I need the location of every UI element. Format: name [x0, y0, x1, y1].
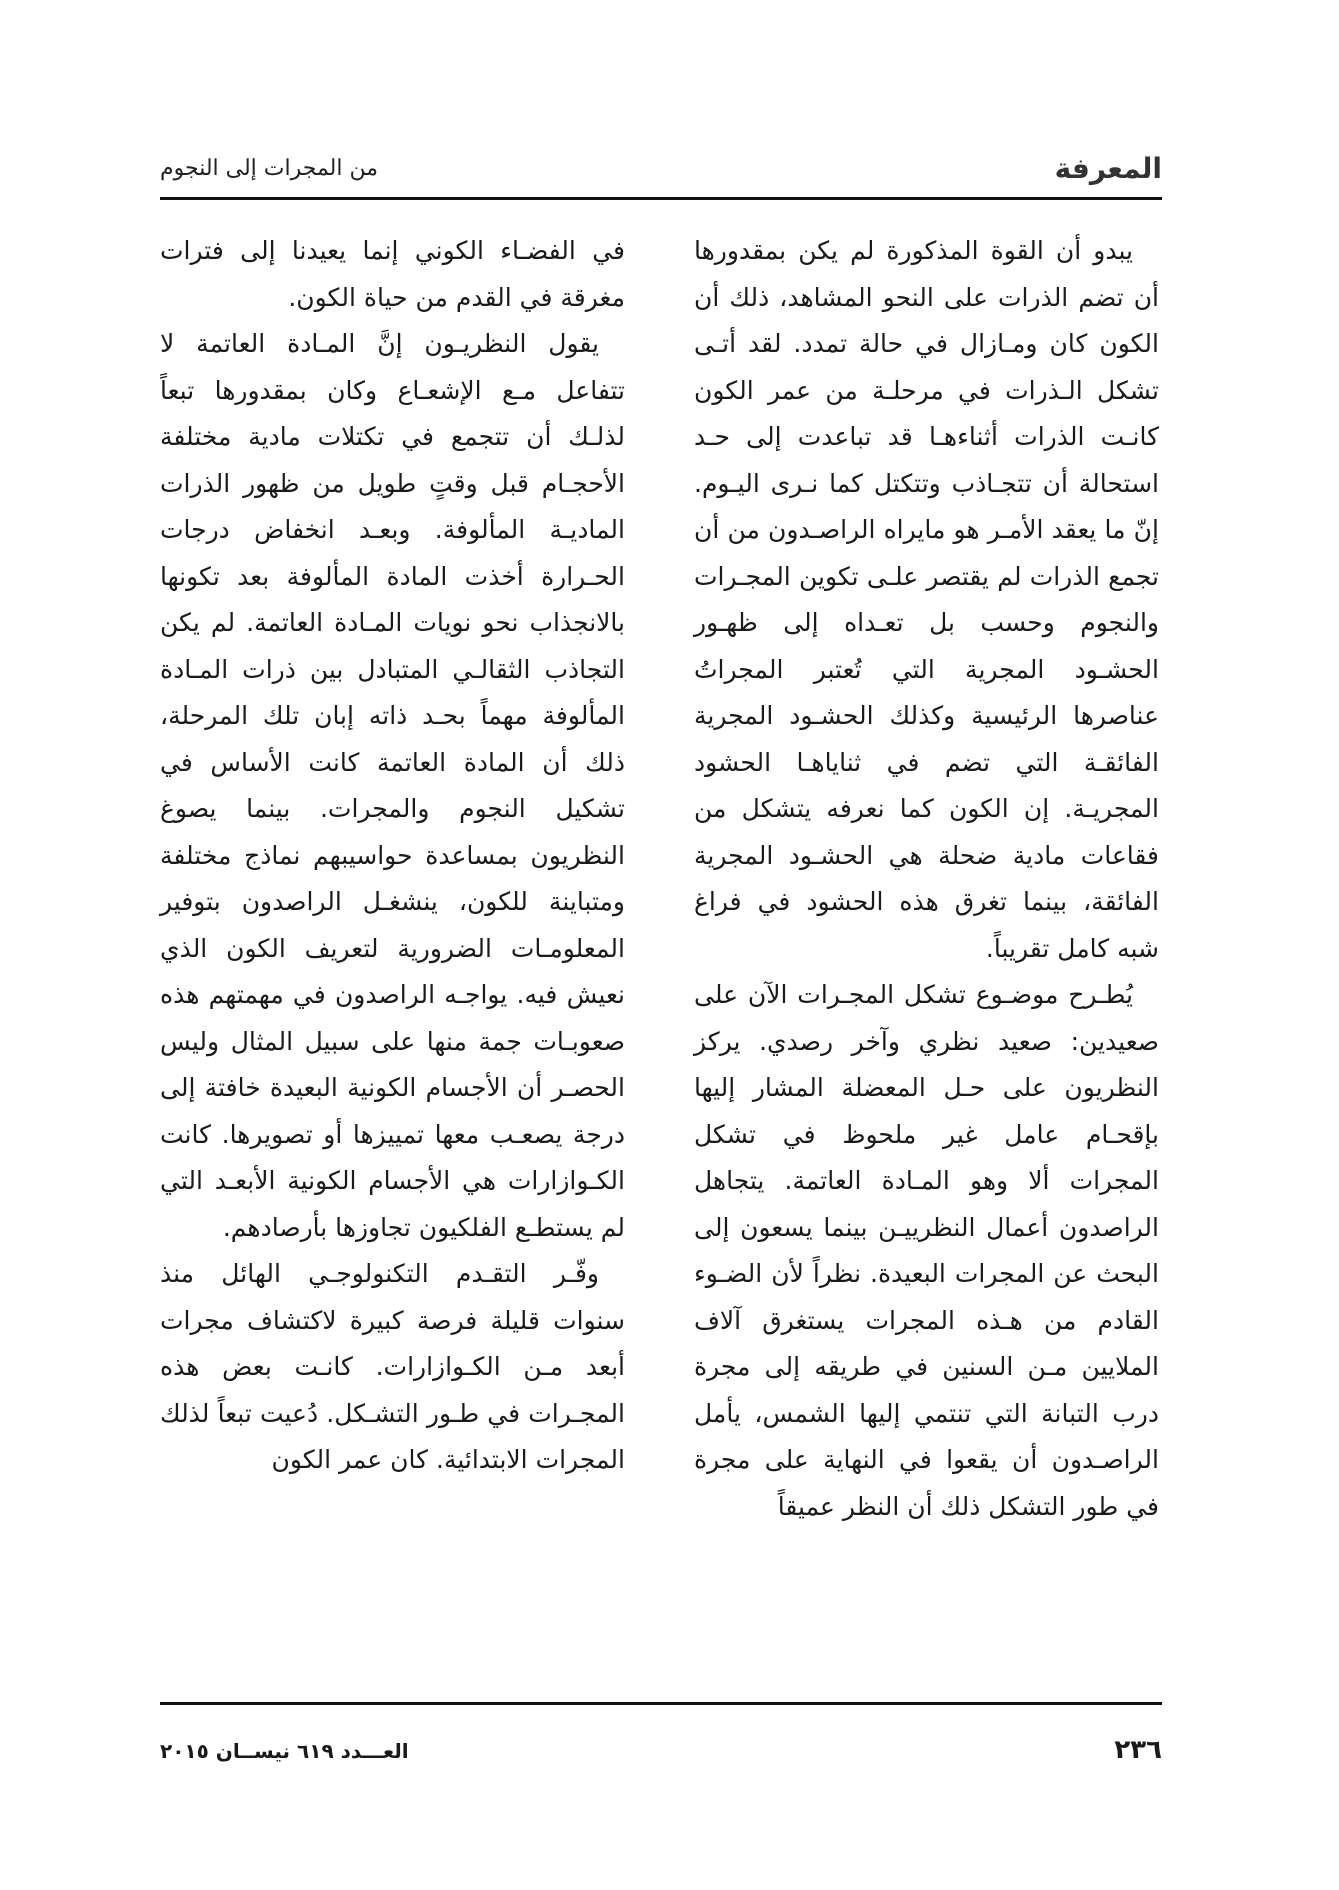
header-divider	[160, 197, 1162, 200]
footer-divider	[160, 1702, 1162, 1705]
text-column-right	[694, 228, 1159, 1530]
paragraph: يبدو أن القوة المذكورة لم يكن بمقدورها أن تضم الذرات على النحو المشاهد، ذلك أن الكون كان ومـازال في حالة تمدد. لقد أتـى تشكل الـذرات في مرحلـة من عمر الكون كانـت الذرات أثناءهـا قد تباعدت إلى حـد استحالة أن تتجـاذب وتتكتل كما نـرى اليـوم. إنّ ما يعقد الأمـر هو مايراه الراصـدون من أن تجمع الذرات لم يقتصر علـى تكوين المجـرات والنجوم وحسب بل تعـداه إلى ظهـور الحشـود المجرية التي تُعتبر المجراتُ عناصرها الرئيسية وكذلك الحشـود المجرية الفائقـة التي تضم في ثناياهـا الحشود المجريـة. إن الكون كما نعرفه يتشكل من فقاعات مادية ضحلة هي الحشـود المجرية الفائقة، بينما تغرق هذه الحشود في فراغ شبه كامل تقريباً.	[694, 236, 1159, 963]
paragraph: يُطـرح موضـوع تشكل المجـرات الآن على صعيدين: صعيد نظري وآخر رصدي. يركز النظريون على حـل المعضلة المشار إليها بإقحـام عامل غير ملحوظ في تشكل المجرات ألا وهو المـادة العاتمة. يتجاهل الراصدون أعمال النظرييـن بينما يسعون إلى البحث عن المجرات البعيدة. نظراً لأن الضـوء القادم من هـذه المجرات يستغرق آلاف الملايين مـن السنين في طريقه إلى مجرة درب التبانة التي تنتمي إليها الشمس، يأمل الراصـدون أن يقعوا في النهاية على مجرة في طور التشكل ذلك أن النظر عميقاً	[694, 980, 1159, 1521]
paragraph: وفّـر التقـدم التكنولوجـي الهائل منذ سنوات قليلة فرصة كبيرة لاكتشاف مجرات أبعد مـن الكـوازارات. كانـت بعض هذه المجـرات في طـور التشـكل. دُعيت تبعاً لذلك المجرات الابتدائية. كان عمر الكون	[160, 1259, 625, 1474]
page-header	[160, 150, 1162, 200]
paragraph: يقول النظريـون إنَّ المـادة العاتمة لا تتفاعل مـع الإشعـاع وكان بمقدورها تبعاً لذلـك أن تتجمع في تكتلات مادية مختلفة الأحجـام قبل وقتٍ طويل من ظهور الذرات الماديـة المألوفة. وبعـد انخفاض درجات الحـرارة أخذت المادة المألوفة بعد تكونها بالانجذاب نحو نويات المـادة العاتمة. لم يكن التجاذب الثقالـي المتبادل بين ذرات المـادة المألوفة مهماً بحـد ذاته إبان تلك المرحلة، ذلك أن المادة العاتمة كانت الأساس في تشكيل النجوم والمجرات. بينما يصوغ النظريون بمساعدة حواسيبهم نماذج مختلفة ومتباينة للكون، ينشغـل الراصدون بتوفير المعلومـات الضرورية لتعريف الكون الذي نعيش فيه. يواجـه الراصدون في مهمتهم هذه صعوبـات جمة منها على سبيل المثال وليس الحصـر أن الأجسام الكونية البعيدة خافتة إلى درجة يصعـب معها تمييزها أو تصويرها. كانت الكـوازارات هي الأجسام الكونية الأبعـد التي لم يستطـع الفلكيون تجاوزها بأرصادهم.	[160, 329, 625, 1242]
section-title: من المجرات إلى النجوم	[160, 156, 379, 181]
page-footer	[160, 1735, 1162, 1775]
issue-info: العـــدد ٦١٩ نيســان ٢٠١٥	[160, 1739, 409, 1763]
page-number: ٢٣٦	[1114, 1735, 1162, 1765]
paragraph: في الفضـاء الكوني إنما يعيدنا إلى فترات مغرقة في القدم من حياة الكون.	[160, 236, 625, 312]
text-column-left	[160, 228, 625, 1484]
magazine-logo: المعرفة	[1054, 152, 1162, 185]
